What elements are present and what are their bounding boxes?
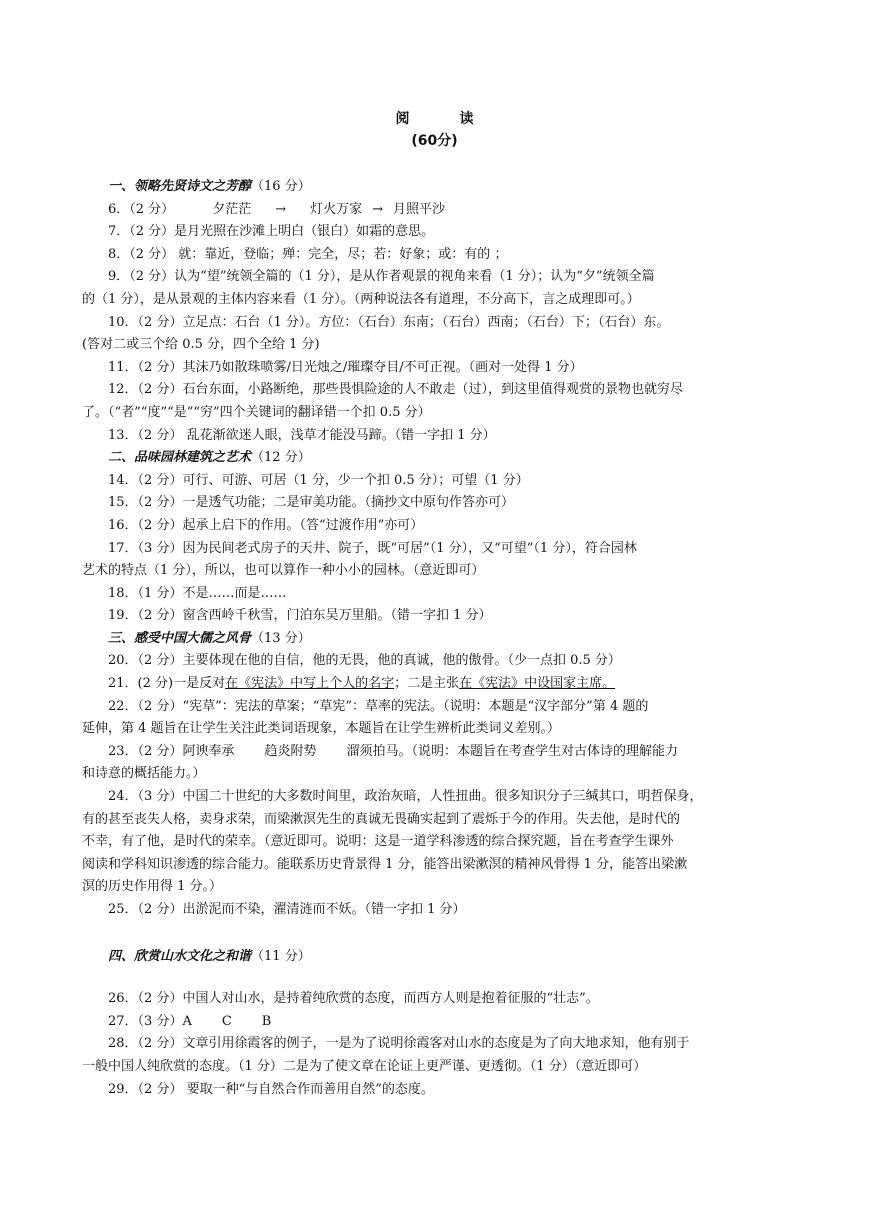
answer-18: 18．（1 分）不是……而是…… [108,585,287,601]
answer-content [82,176,790,1101]
answer-17-line-1: 17．（3 分）因为民间老式房子的天井、院子，既“可居”（1 分），又“可望”（1 分），符合园林 [108,540,637,556]
answer-22-line-2: 延伸，第 4 题旨在让学生关注此类词语现象，本题旨在让学生辨析此类词义差别。） [82,721,561,737]
section-2-title: 二、品味园林建筑之艺术 [108,450,252,466]
section-1-score: （16 分） [251,179,311,194]
answer-9-line-1: 9．（2 分）认为“望”统领全篇的（1 分），是从作者观景的视角来看（1 分）；认为“夕”统领全篇 [108,269,655,285]
underlined-answer: 在《宪法》中写上个人的名字 [225,676,395,692]
section-3-title: 三、感受中国大儒之风骨 [108,630,252,646]
answer-17-line-2: 艺术的特点（1 分），所以，也可以算作一种小小的园林。（意近即可） [82,563,485,579]
answer-8: 8．（2 分） 就：靠近，登临；殚：完全，尽；若：好象；或：有的 ； [108,246,508,262]
answer-28-line-2: 一般中国人纯欣赏的态度。（1 分）二是为了使文章在论证上更严谨、更透彻。（1 分）（意近即可） [82,1058,647,1074]
answer-13: 13．（2 分） 乱花渐欲迷人眼，浅草才能没马蹄。（错一字扣 1 分） [108,427,496,443]
arrow-icon: → [275,201,287,217]
answer-24-line-5: 溟的历史作用得 1 分。） [82,879,223,895]
page-title: 阅 读 [395,111,492,127]
section-3-score: （13 分） [251,630,311,646]
answer-10-line-2: (答对二或三个给 0.5 分，四个全给 1 分) [82,337,320,353]
section-4-title: 四、欣赏山水文化之和谐 [108,948,252,964]
section-2-score: （12 分） [251,450,311,466]
arrow-icon: → [372,201,384,217]
answer-22-line-1: 22．（2 分）“宪草”：宪法的草案；“草宪”：草率的宪法。（说明：本题是“汉字部分”第 4 题的 [108,698,649,714]
answer-19: 19．（2 分）窗含西岭千秋雪，门泊东吴万里船。（错一字扣 1 分） [108,608,492,624]
answer-23-line-1: 23．（2 分）阿谀奉承 趋炎附势 溜须拍马。（说明：本题旨在考查学生对古体诗的理解能力 [108,743,678,759]
answer-20: 20．（2 分）主要体现在他的自信，他的无畏，他的真诚，他的傲骨。（少一点扣 0.5 分） [108,653,621,669]
section-1-heading [82,176,790,199]
answer-23-line-2: 和诗意的概括能力。） [82,766,206,782]
section-2-heading [82,447,790,470]
answer-12-line-2: 了。（“者”“度”“是”“穷”四个关键词的翻译错一个扣 0.5 分） [82,404,431,420]
answer-11: 11．（2 分）其沫乃如散珠喷雾/日光烛之/璀璨夺目/不可正视。（画对一处得 1 分） [108,359,583,375]
answer-24-line-2: 有的甚至丧失人格，卖身求荣，而梁漱溟先生的真诚无畏确实起到了震烁于今的作用。失去他，是时代的 [82,811,681,827]
page-total-score: (60分) [411,133,458,149]
answer-28-line-1: 28．（2 分）文章引用徐霞客的例子，一是为了说明徐霞客对山水的态度是为了向大地求知，他有别于 [108,1036,690,1052]
section-1-title: 一、领略先贤诗文之芳醇 [108,179,252,194]
answer-7: 7．（2 分）是月光照在沙滩上明白（银白）如霜的意思。 [108,224,435,240]
answer-15: 15．（2 分）一是透气功能；二是审美功能。（摘抄文中原句作答亦可） [108,495,514,511]
underlined-answer: 在《宪法》中设国家主席。 [459,676,616,692]
answer-16: 16．（2 分）起承上启下的作用。（答“过渡作用”亦可） [108,517,424,533]
answer-6: 6．（2 分） 夕茫茫 → 灯火万家 → 月照平沙 [108,201,446,217]
answer-29: 29．（2 分） 要取一种“与自然合作而善用自然”的态度。 [108,1081,434,1097]
answer-9-line-2: 的（1 分），是从景观的主体内容来看（1 分）。（两种说法各有道理，不分高下，言之成理即可。） [82,291,640,307]
section-4-score: （11 分） [251,948,311,964]
answer-21: 21．(2 分)一是反对在《宪法》中写上个人的名字；二是主张在《宪法》中设国家主席。 [108,676,616,692]
answer-26: 26．（2 分）中国人对山水，是持着纯欣赏的态度，而西方人则是抱着征服的“壮志”。 [108,991,599,1007]
answer-10-line-1: 10．（2 分）立足点：石台（1 分）。方位：（石台）东南；（石台）西南；（石台）下；（石台）东。 [108,314,670,330]
answer-27: 27．（3 分）A C B [108,1013,272,1029]
answer-24-line-1: 24．（3 分）中国二十世纪的大多数时间里，政治灰暗，人性扭曲。很多知识分子三缄其口，明哲保身， [108,789,703,805]
answer-14: 14．（2 分）可行、可游、可居（1 分，少一个扣 0.5 分）；可望（1 分） [108,472,529,488]
section-4-heading [82,946,790,969]
answer-24-line-4: 阅读和学科知识渗透的综合能力。能联系历史背景得 1 分，能答出梁漱溟的精神风骨得 1 分，能答出梁漱 [82,856,688,872]
answer-12-line-1: 12．（2 分）石台东面，小路断绝，那些畏惧险途的人不敢走（过），到这里值得观赏的景物也就穷尽 [108,382,683,398]
answer-25: 25．（2 分）出淤泥而不染，濯清涟而不妖。（错一字扣 1 分） [108,902,466,917]
answer-24-line-3: 不幸，有了他，是时代的荣幸。（意近即可。说明：这是一道学科渗透的综合探究题，旨在考查学生课外 [82,834,674,850]
section-3-heading [82,628,790,651]
